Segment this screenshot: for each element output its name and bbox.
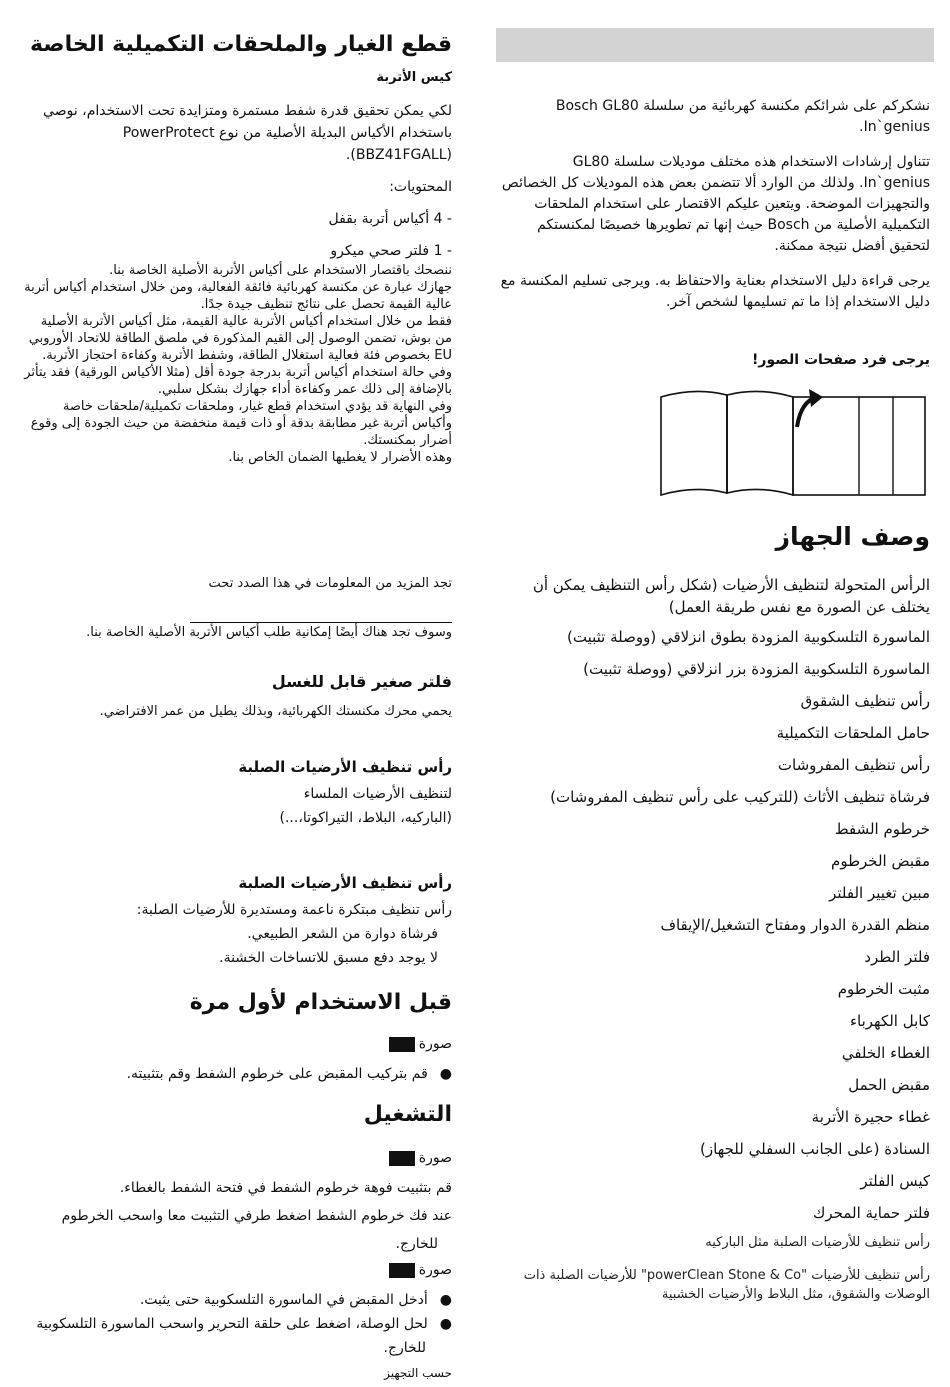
list-item: رأس تنظيف للأرضيات "powerClean Stone & Co" للأرضيات الصلبة ذات الوصلات والشقوق، مثل البلاط والأرضيات الخشبية [523, 1268, 930, 1302]
figure-number-box [389, 1151, 415, 1166]
list-item [20, 1062, 452, 1086]
advice-paragraph: وفي النهاية قد يؤدي استخدام قطع غيار، وملحقات تكميلية/ملحقات خاصة وأكياس أتربة غير مطابقة بدقة أو ذات قيمة منخفضة من حيث الجودة إلى وقوع أضرار بمكنستك. [30, 399, 452, 448]
figure-label: صورة [418, 1036, 452, 1052]
figure-number-box [389, 1263, 415, 1278]
list-item: الماسورة التلسكوبية المزودة بزر انزلاقي (ووصلة تثبيت) [583, 660, 930, 678]
contents-item: - 1 فلتر صحي ميكرو [330, 243, 452, 259]
list-item: السنادة (على الجانب السفلي للجهاز) [700, 1140, 930, 1158]
text-line: عند فك خرطوم الشفط اضغط طرفي التثبيت معا واسحب الخرطوم [61, 1208, 452, 1224]
list-item: مبين تغيير الفلتر [829, 884, 930, 902]
figure-reference [389, 1150, 452, 1166]
intro-text [500, 96, 930, 327]
list-item: فرشاة تنظيف الأثاث (للتركيب على رأس تنظيف المفروشات) [550, 788, 930, 806]
intro-paragraph: نشكركم على شرائكم مكنسة كهربائية من سلسلة Bosch GL80 In`genius. [555, 98, 930, 135]
before-first-use-title: قبل الاستخدام لأول مرة [189, 990, 452, 1015]
text-line: للخارج. [395, 1236, 438, 1252]
list-item: رأس تنظيف الشقوق [800, 692, 930, 710]
text-line: لا يوجد دفع مسبق للاتساخات الخشنة. [219, 950, 438, 966]
list-item [20, 1288, 452, 1312]
more-info-block [20, 574, 452, 643]
fold-out-pages-illustration [659, 385, 929, 500]
advice-paragraph: فقط من خلال استخدام أكياس الأتربة عالية القيمة، مثل أكياس الأتربة الأصلية من بوش، تضمن الوصول إلى القيم المذكورة في ملصق الطاقة للاتحاد الأوروبي EU بخصوص فئة فعالية استغلال الطاقة، وشفط الأتربة وكفاءة احتجاز الأتربة. [28, 314, 452, 363]
hard-floor-nozzle-text [20, 782, 452, 830]
order-bags-text: وسوف تجد هناك أيضًا إمكانية طلب أكياس الأتربة الأصلية الخاصة بنا. [86, 625, 452, 640]
list-item: رأس تنظيف المفروشات [777, 756, 930, 774]
washable-filter-text [20, 702, 452, 722]
list-item: خرطوم الشفط [834, 820, 930, 838]
list-item: مثبت الخرطوم [837, 980, 930, 998]
hard-floor-nozzle-text-2 [20, 898, 452, 970]
list-item: فلتر حماية المحرك [813, 1204, 930, 1222]
advice-paragraph: وهذه الأضرار لا يغطيها الضمان الخاص بنا. [228, 450, 452, 465]
advice-paragraph: وفي حالة استخدام أكياس أتربة بدرجة جودة أقل (مثلا الأكياس الورقية) فقد يتأثر بالإضافة إلى ذلك عمر وكفاءة أداء جهازك بشكل سلبي. [24, 365, 452, 397]
original-bags-advice [20, 262, 452, 466]
list-item: كيس الفلتر [860, 1172, 930, 1190]
device-parts-list [498, 574, 930, 1314]
link-placeholder-line [190, 602, 452, 623]
hard-floor-nozzle-title: رأس تنظيف الأرضيات الصلبة [238, 758, 452, 776]
before-use-step [20, 1062, 452, 1086]
equipment-note: حسب التجهيز [384, 1366, 452, 1380]
dust-bag-subtitle: كيس الأتربة [376, 70, 452, 85]
advice-paragraph: ننصحك باقتصار الاستخدام على أكياس الأتربة الأصلية الخاصة بنا. [109, 263, 452, 278]
step-text: أدخل المقبض في الماسورة التلسكوبية حتى يثبت. [139, 1292, 428, 1308]
step-text: لحل الوصلة، اضغط على حلقة التحرير واسحب الماسورة التلسكوبية [36, 1316, 428, 1332]
section-heading: وصف الجهاز [775, 522, 930, 551]
list-item: مقبض الحمل [848, 1076, 930, 1094]
spare-parts-title: قطع الغيار والملحقات التكميلية الخاصة [29, 32, 452, 57]
filter-description: يحمي محرك مكنستك الكهربائية، وبذلك يطيل من عمر الافتراضي. [99, 704, 452, 719]
list-item [20, 1312, 452, 1336]
figure-reference [389, 1036, 452, 1052]
hard-floor-nozzle-title-2: رأس تنظيف الأرضيات الصلبة [238, 874, 452, 892]
text-line: (الباركيه، البلاط، التيراكوتا،...) [279, 810, 452, 826]
washable-filter-title: فلتر صغير قابل للغسل [271, 672, 452, 691]
list-item: الرأس المتحولة لتنظيف الأرضيات (شكل رأس التنظيف يمكن أن يختلف عن الصورة مع نفس طريقة العمل) [532, 576, 930, 616]
text-line: قم بتثبيت فوهة خرطوم الشفط في فتحة الشفط بالغطاء. [119, 1180, 452, 1196]
fold-pages-title: يرجى فرد صفحات الصور! [752, 352, 930, 368]
step-continuation: للخارج. [383, 1340, 426, 1356]
step-text: قم بتركيب المقبض على خرطوم الشفط وقم بتثبيته. [126, 1066, 428, 1082]
intro-paragraph: تتناول إرشادات الاستخدام هذه مختلف موديلات سلسلة GL80 In`genius. ولذلك من الوارد ألا تتضمن بعض هذه الموديلات كل الخصائص والتجهيزات الموضحة. ويتعين عليكم الاقتصار على استخدام الملحقات التكميلية الأصلية من Bosch حيث إنها تم تطويرها خصيصًا لمكنستكم لتحقيق أفضل نتيجة ممكنة. [501, 154, 930, 254]
contents-item: - 4 أكياس أتربة بقفل [328, 211, 452, 227]
advice-paragraph: جهازك عبارة عن مكنسة كهربائية فائقة الفعالية، ومن خلال استخدام أكياس أتربة عالية القيمة تحصل على نتائج تنظيف جيدة جدًا. [24, 280, 452, 312]
dust-bag-text: لكي يمكن تحقيق قدرة شفط مستمرة ومتزايدة تحت الاستخدام، نوصي باستخدام الأكياس البديلة الأصلية من نوع PowerProtect (BBZ41FGALL). [43, 103, 452, 163]
list-item: منظم القدرة الدوار ومفتاح التشغيل/الإيقاف [660, 916, 930, 934]
list-item: فلتر الطرد [864, 948, 930, 966]
operation-title: التشغيل [363, 1102, 452, 1127]
dust-bag-block [20, 100, 452, 262]
text-line: لتنظيف الأرضيات الملساء [303, 786, 452, 802]
figure-label: صورة [418, 1150, 452, 1166]
list-item: الغطاء الخلفي [841, 1044, 930, 1062]
list-item: الماسورة التلسكوبية المزودة بطوق انزلاقي (ووصلة تثبيت) [567, 628, 930, 646]
device-description-title [776, 522, 930, 551]
list-item: غطاء حجيرة الأتربة [811, 1108, 930, 1126]
list-item: مقبض الخرطوم [831, 852, 930, 870]
list-item: رأس تنظيف للأرضيات الصلبة مثل الباركيه [705, 1235, 930, 1250]
figure-number-box [389, 1037, 415, 1052]
list-item: حامل الملحقات التكميلية [776, 724, 930, 742]
operation-steps [20, 1288, 452, 1360]
text-line: فرشاة دوارة من الشعر الطبيعي. [247, 926, 438, 942]
figure-label: صورة [418, 1262, 452, 1278]
bullet-icon: ● [439, 1066, 452, 1082]
list-item: كابل الكهرباء [849, 1012, 930, 1030]
figure-reference [389, 1262, 452, 1278]
header-gray-bar [496, 28, 934, 62]
contents-label: المحتويات: [389, 179, 452, 195]
bullet-icon: ● [439, 1292, 452, 1308]
operation-text [20, 1174, 452, 1258]
more-info-text: تجد المزيد من المعلومات في هذا الصدد تحت [208, 576, 452, 591]
bullet-icon: ● [439, 1316, 452, 1332]
intro-paragraph: يرجى قراءة دليل الاستخدام بعناية والاحتفاظ به. ويرجى تسليم المكنسة مع دليل الاستخدام إذا ما تم تسليمها لشخص آخر. [500, 273, 930, 310]
text-line: رأس تنظيف مبتكرة ناعمة ومستديرة للأرضيات الصلبة: [136, 902, 452, 918]
